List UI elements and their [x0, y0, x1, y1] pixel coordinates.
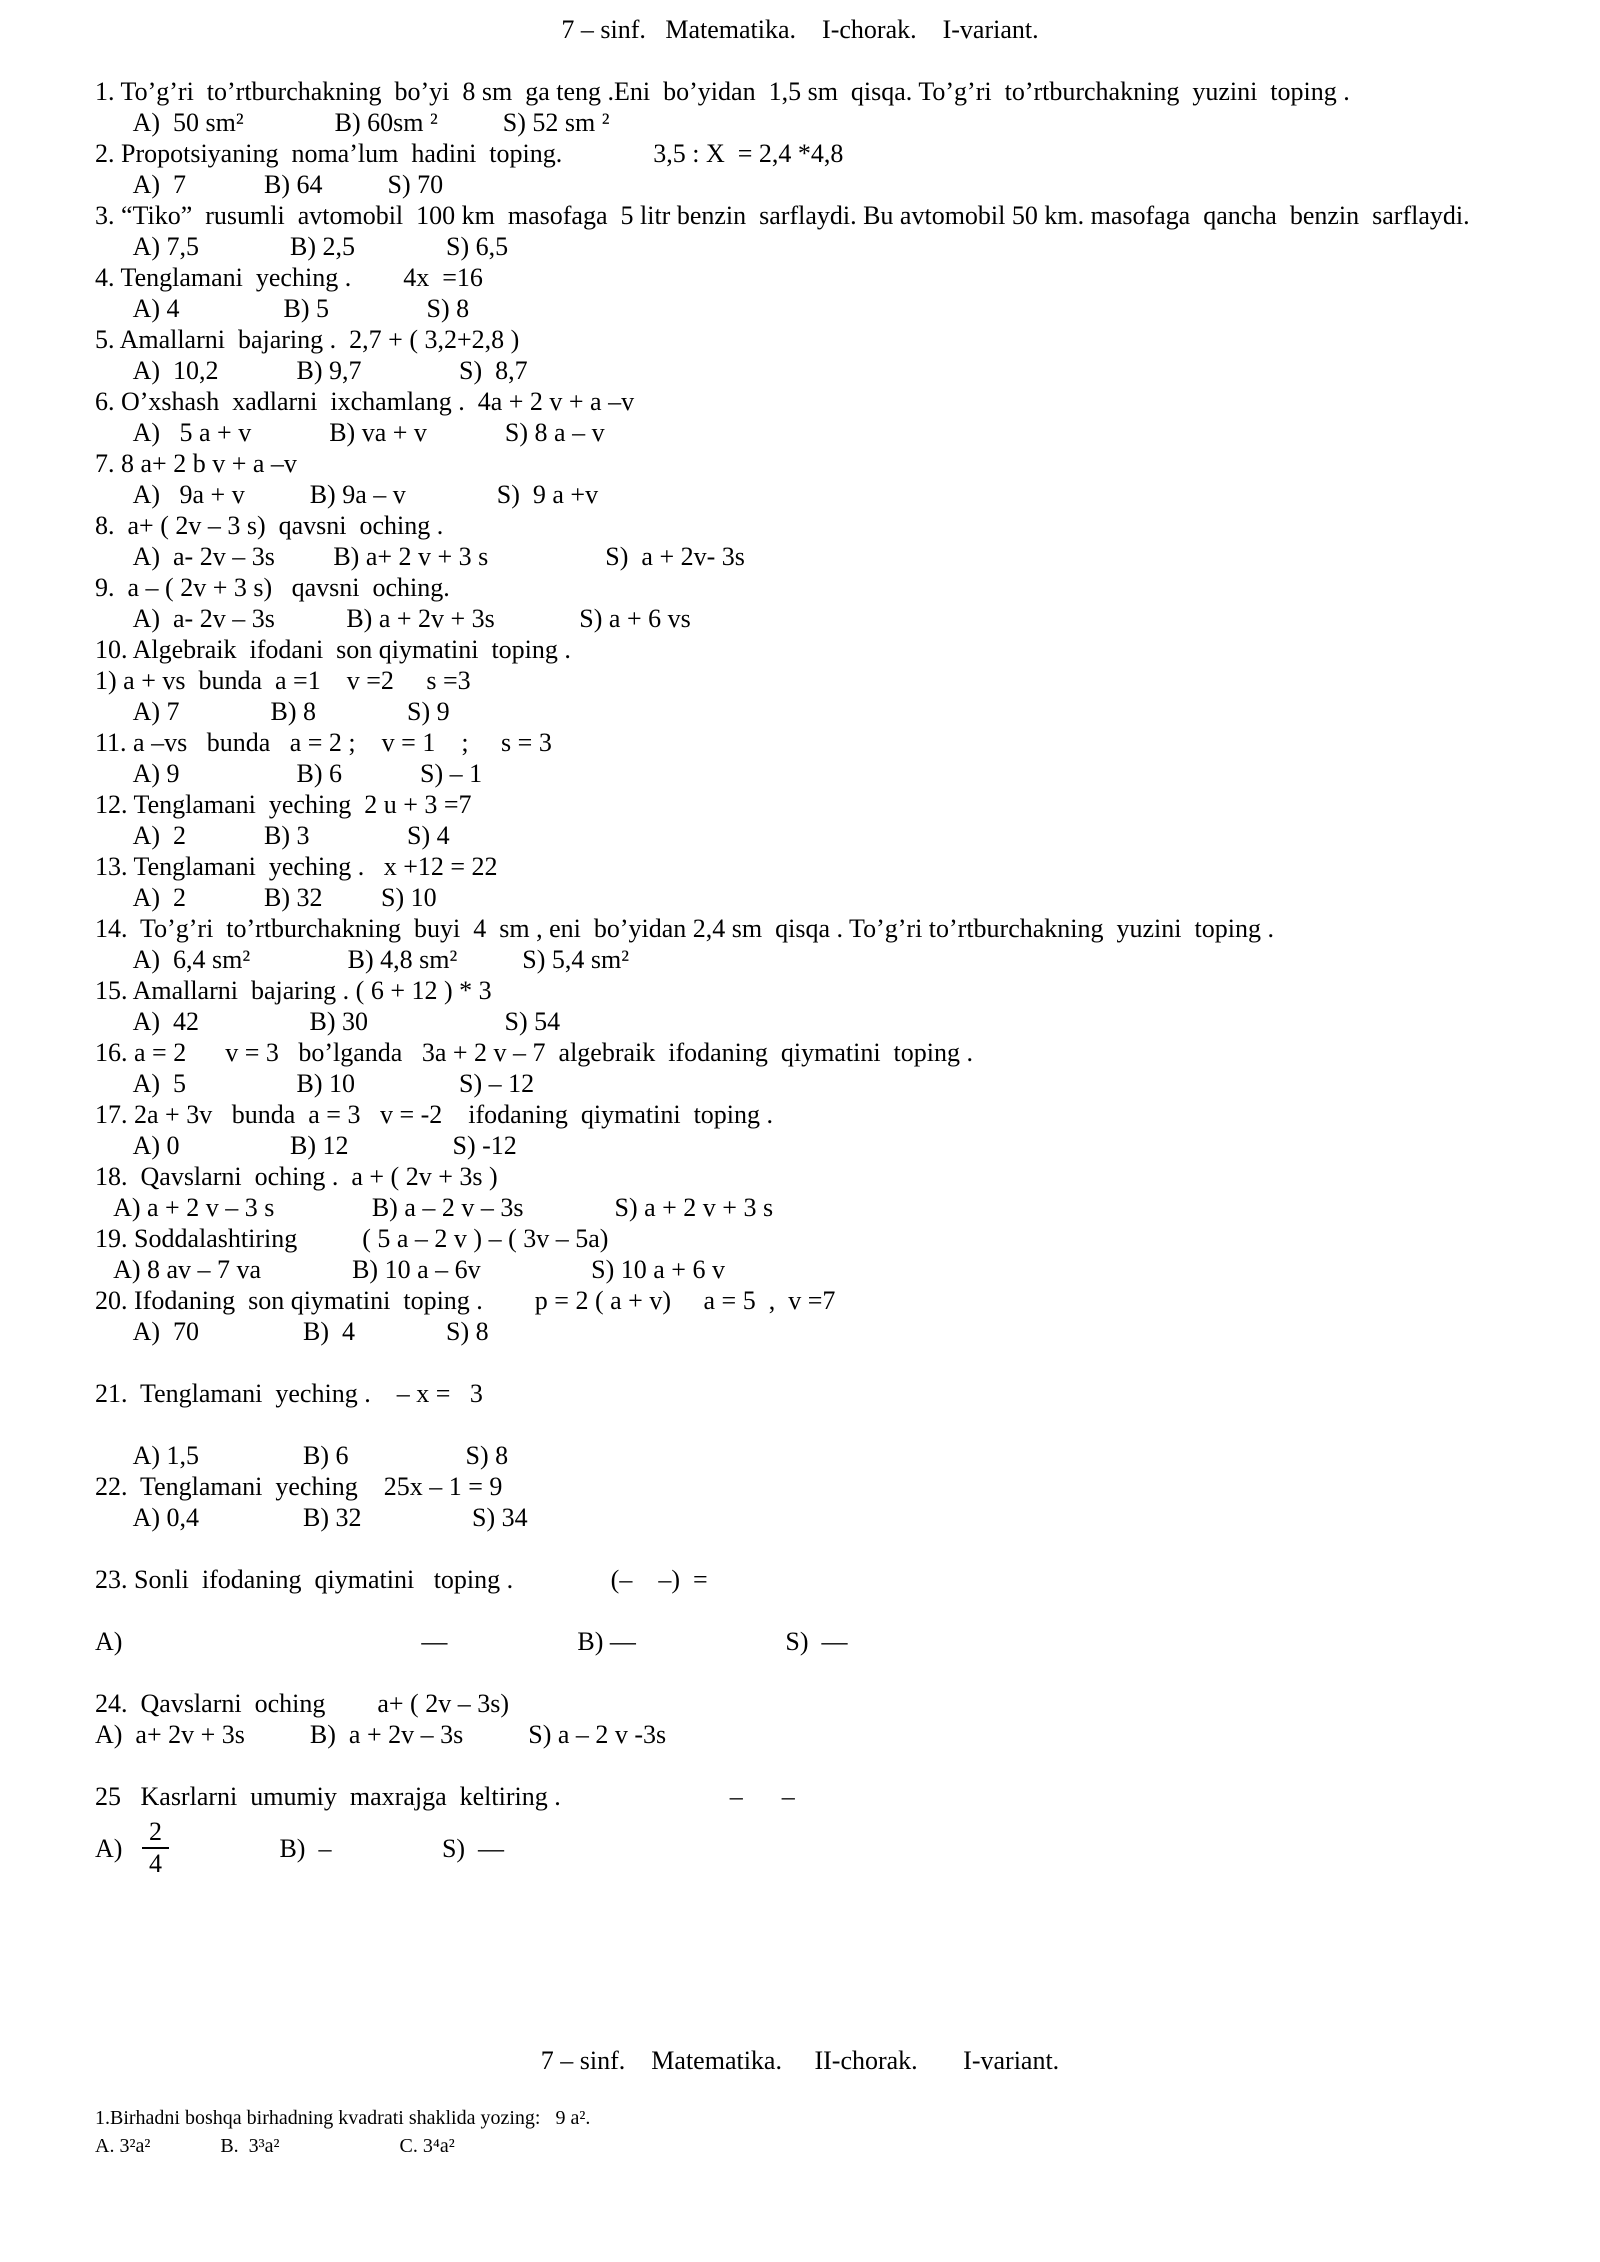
blank-line: [95, 1533, 1505, 1564]
text-run: A): [95, 1833, 142, 1863]
test-2-title: 7 – sinf. Matematika. II-chorak. I-variant.: [540, 2046, 1060, 2075]
text-run: B) – S) —: [168, 1833, 505, 1863]
q7-options: A) 9a + v B) 9a – v S) 9 a +v: [95, 480, 599, 509]
q25-options: [95, 1812, 1505, 1890]
q4-options: A) 4 B) 5 S) 8: [95, 294, 470, 323]
q14-options: A) 6,4 sm² B) 4,8 sm² S) 5,4 sm²: [95, 945, 630, 974]
q5-options: A) 10,2 B) 9,7 S) 8,7: [95, 356, 528, 385]
q23: 23. Sonli ifodaning qiymatini toping . (– –) =: [95, 1565, 708, 1594]
q24-options: A) a+ 2v + 3s B) a + 2v – 3s S) a – 2 v -3s: [95, 1720, 667, 1749]
document-body: [95, 14, 1505, 2160]
blank-line: [95, 2014, 1505, 2045]
q20-options: A) 70 B) 4 S) 8: [95, 1317, 489, 1346]
blank-line: [95, 1890, 1505, 1921]
q3: 3. “Tiko” rusumli avtomobil 100 km masofaga 5 litr benzin sarflaydi. Bu avtomobil 50 km. masofaga qancha benzin sarflaydi.: [95, 201, 1470, 230]
q3-options: A) 7,5 B) 2,5 S) 6,5: [95, 232, 509, 261]
q21-options: A) 1,5 B) 6 S) 8: [95, 1441, 509, 1470]
q18-options: A) a + 2 v – 3 s B) a – 2 v – 3s S) a + 2 v + 3 s: [95, 1193, 774, 1222]
q12-options: A) 2 B) 3 S) 4: [95, 821, 450, 850]
blank-line: [95, 1983, 1505, 2014]
q19: 19. Soddalashtiring ( 5 a – 2 v ) – ( 3v – 5a): [95, 1224, 609, 1253]
blank-line: [95, 45, 1505, 76]
q15-options: A) 42 B) 30 S) 54: [95, 1007, 561, 1036]
q21: 21. Tenglamani yeching . – x = 3: [95, 1379, 483, 1408]
q15: 15. Amallarni bajaring . ( 6 + 12 ) * 3: [95, 976, 492, 1005]
fraction: [142, 1817, 169, 1879]
q2-options: A) 7 B) 64 S) 70: [95, 170, 444, 199]
blank-line: [95, 1409, 1505, 1440]
q9: 9. a – ( 2v + 3 s) qavsni oching.: [95, 573, 450, 602]
blank-line: [95, 1595, 1505, 1626]
blank-line: [95, 1921, 1505, 1952]
q11-options: A) 9 B) 6 S) – 1: [95, 759, 483, 788]
q7: 7. 8 a+ 2 b v + a –v: [95, 449, 297, 478]
q17: 17. 2a + 3v bunda a = 3 v = -2 ifodaning qiymatini toping .: [95, 1100, 774, 1129]
q8-options: A) a- 2v – 3s B) a+ 2 v + 3 s S) a + 2v- 3s: [95, 542, 745, 571]
q20: 20. Ifodaning son qiymatini toping . p = 2 ( a + v) a = 5 , v =7: [95, 1286, 836, 1315]
q10-sub: 1) a + vs bunda a =1 v =2 s =3: [95, 666, 471, 695]
q16-options: A) 5 B) 10 S) – 12: [95, 1069, 535, 1098]
q23-options: A) — B) — S) —: [95, 1627, 848, 1656]
q17-options: A) 0 B) 12 S) -12: [95, 1131, 517, 1160]
blank-line: [95, 2076, 1505, 2104]
q24: 24. Qavslarni oching a+ ( 2v – 3s): [95, 1689, 509, 1718]
q14: 14. To’g’ri to’rtburchakning buyi 4 sm , eni bo’yidan 2,4 sm qisqa . To’g’ri to’rtburchakning yuzini toping .: [95, 914, 1274, 943]
q1: 1. To’g’ri to’rtburchakning bo’yi 8 sm ga teng .Eni bo’yidan 1,5 sm qisqa. To’g’ri to’rtburchakning yuzini toping .: [95, 77, 1350, 106]
q9-options: A) a- 2v – 3s B) a + 2v + 3s S) a + 6 vs: [95, 604, 691, 633]
blank-line: [95, 1657, 1505, 1688]
t2-q1-options: A. 3²a² B. 3³a² C. 3⁴a²: [95, 2135, 455, 2157]
q6: 6. O’xshash xadlarni ixchamlang . 4a + 2 v + a –v: [95, 387, 635, 416]
q13: 13. Tenglamani yeching . x +12 = 22: [95, 852, 498, 881]
fraction-numerator: 2: [148, 1817, 162, 1846]
q22: 22. Tenglamani yeching 25x – 1 = 9: [95, 1472, 503, 1501]
q16: 16. a = 2 v = 3 bo’lganda 3a + 2 v – 7 algebraik ifodaning qiymatini toping .: [95, 1038, 974, 1067]
q18: 18. Qavslarni oching . a + ( 2v + 3s ): [95, 1162, 498, 1191]
q10-options: A) 7 B) 8 S) 9: [95, 697, 450, 726]
test-1-title: 7 – sinf. Matematika. I-chorak. I-variant.: [561, 15, 1039, 44]
blank-line: [95, 1347, 1505, 1378]
q10: 10. Algebraik ifodani son qiymatini toping .: [95, 635, 571, 664]
q1-options: A) 50 sm² B) 60sm ² S) 52 sm ²: [95, 108, 610, 137]
q8: 8. a+ ( 2v – 3 s) qavsni oching .: [95, 511, 444, 540]
q22-options: A) 0,4 B) 32 S) 34: [95, 1503, 528, 1532]
blank-line: [95, 1750, 1505, 1781]
q25: 25 Kasrlarni umumiy maxrajga keltiring . – –: [95, 1782, 795, 1811]
q5: 5. Amallarni bajaring . 2,7 + ( 3,2+2,8 ): [95, 325, 520, 354]
blank-line: [95, 1952, 1505, 1983]
q19-options: A) 8 av – 7 va B) 10 a – 6v S) 10 a + 6 v: [95, 1255, 725, 1284]
q11: 11. a –vs bunda a = 2 ; v = 1 ; s = 3: [95, 728, 552, 757]
q4: 4. Tenglamani yeching . 4x =16: [95, 263, 483, 292]
q13-options: A) 2 B) 32 S) 10: [95, 883, 437, 912]
q2: 2. Propotsiyaning noma’lum hadini toping. 3,5 : X = 2,4 *4,8: [95, 139, 844, 168]
q12: 12. Tenglamani yeching 2 u + 3 =7: [95, 790, 472, 819]
q6-options: A) 5 a + v B) va + v S) 8 a – v: [95, 418, 605, 447]
t2-q1: 1.Birhadni boshqa birhadning kvadrati shaklida yozing: 9 a².: [95, 2107, 591, 2129]
fraction-denominator: 4: [142, 1847, 169, 1879]
